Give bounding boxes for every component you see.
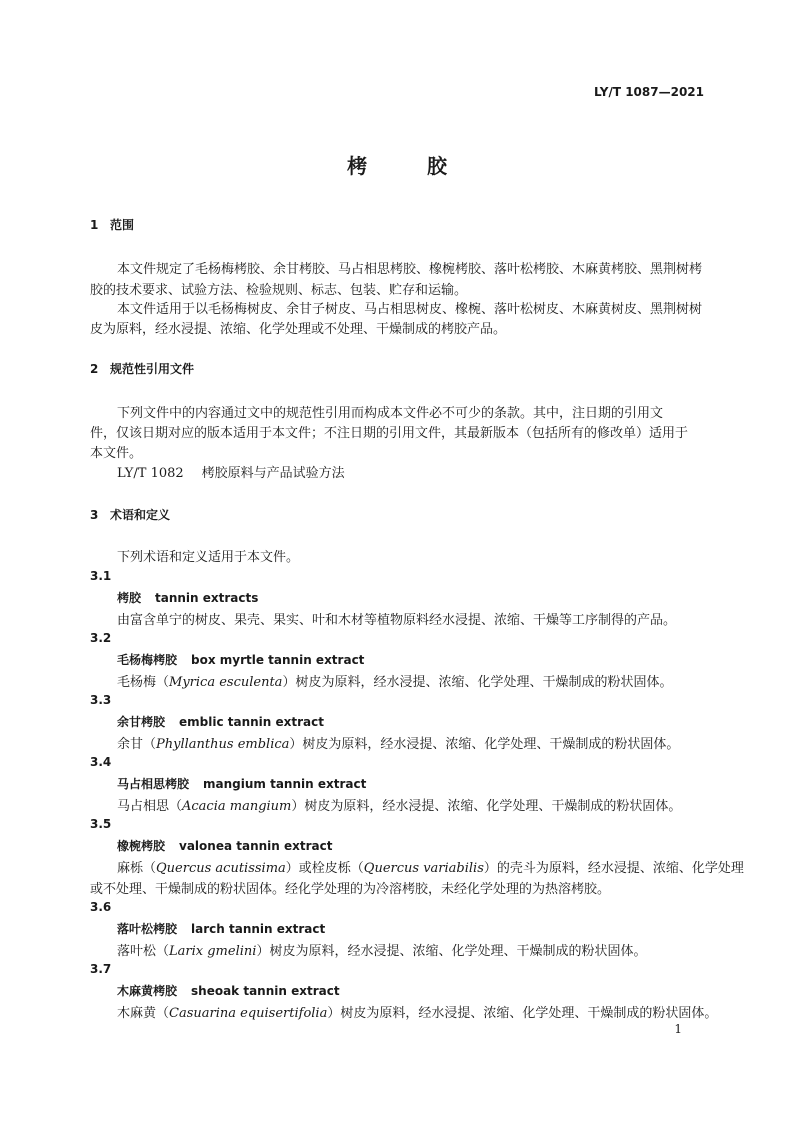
definition-text: ）或栓皮栎（ (285, 861, 364, 876)
term-title (117, 713, 324, 730)
term-en: sheoak tannin extract (191, 984, 340, 998)
section-1-line-4: 皮为原料，经水浸提、浓缩、化学处理或不处理、干燥制成的栲胶产品。 (90, 322, 507, 337)
latin-name: Acacia mangium (182, 799, 292, 814)
term-en: box myrtle tannin extract (191, 653, 365, 667)
definition-text: ）树皮为原料，经水浸提、浓缩、化学处理、干燥制成的粉状固体。 (291, 799, 682, 814)
term-number: 3.6 (90, 900, 112, 914)
reference-code: LY/T 1082 (117, 466, 184, 481)
term-cn: 马占相思栲胶 (117, 777, 190, 791)
definition-text: 落叶松（ (117, 944, 170, 959)
term-cn: 落叶松栲胶 (117, 922, 178, 936)
section-1-line-2: 胶的技术要求、试验方法、检验规则、标志、包装、贮存和运输。 (90, 283, 468, 298)
latin-name: Phyllanthus emblica (156, 737, 290, 752)
term-cn: 栲胶 (117, 591, 142, 605)
section-2-line-3: 本文件。 (90, 446, 143, 461)
term-en: larch tannin extract (191, 922, 326, 936)
definition-text: 余甘（ (117, 737, 157, 752)
term-cn: 橡椀栲胶 (117, 839, 166, 853)
term-number: 3.2 (90, 631, 112, 645)
section-2-heading (90, 360, 194, 377)
section-2-line-1: 下列文件中的内容通过文中的规范性引用而构成本文件必不可少的条款。其中，注日期的引用文 (117, 406, 664, 421)
definition-text: 麻栎（ (117, 861, 157, 876)
latin-name: Myrica esculenta (169, 675, 283, 690)
term-number: 3.4 (90, 755, 112, 769)
definition-text: ）的壳斗为原料，经水浸提、浓缩、化学处理 (483, 861, 744, 876)
definition-text: 毛杨梅（ (117, 675, 170, 690)
latin-name: Larix gmelini (169, 944, 257, 959)
section-number: 3 (90, 508, 99, 522)
term-cn: 余甘栲胶 (117, 715, 166, 729)
term-number: 3.1 (90, 569, 112, 583)
term-title (117, 589, 258, 606)
term-definition (117, 795, 681, 814)
term-definition-cont: 或不处理、干燥制成的粉状固体。经化学处理的为冷溶栲胶，未经化学处理的为热溶栲胶。 (90, 882, 611, 897)
term-title (117, 982, 340, 999)
term-number: 3.3 (90, 693, 112, 707)
term-definition: 由富含单宁的树皮、果壳、果实、叶和木材等植物原料经水浸提、浓缩、干燥等工序制得的产品。 (117, 613, 677, 628)
term-cn: 木麻黄栲胶 (117, 984, 178, 998)
page-title: 栲胶 (347, 154, 507, 178)
term-definition (117, 940, 646, 959)
term-number: 3.7 (90, 962, 112, 976)
term-en: mangium tannin extract (203, 777, 367, 791)
section-number: 1 (90, 218, 99, 232)
page-number: 1 (674, 1022, 682, 1036)
section-number: 2 (90, 362, 99, 376)
section-2-line-2: 件，仅该日期对应的版本适用于本文件；不注日期的引用文件，其最新版本（包括所有的修改单）适用于 (90, 426, 689, 441)
term-cn: 毛杨梅栲胶 (117, 653, 178, 667)
term-title (117, 920, 325, 937)
term-definition (117, 733, 679, 752)
definition-text: ）树皮为原料，经水浸提、浓缩、化学处理、干燥制成的粉状固体。 (256, 944, 647, 959)
section-3-intro: 下列术语和定义适用于本文件。 (117, 550, 300, 565)
latin-name: Quercus variabilis (363, 861, 484, 876)
section-title: 范围 (110, 218, 135, 232)
term-title (117, 651, 364, 668)
term-en: tannin extracts (155, 591, 259, 605)
latin-name: Casuarina equisertifolia (169, 1006, 328, 1021)
definition-text: 木麻黄（ (117, 1006, 170, 1021)
section-3-heading (90, 506, 170, 523)
term-definition (117, 671, 672, 690)
definition-text: ）树皮为原料，经水浸提、浓缩、化学处理、干燥制成的粉状固体。 (327, 1006, 718, 1021)
term-title (117, 837, 332, 854)
section-1-line-1: 本文件规定了毛杨梅栲胶、余甘栲胶、马占相思栲胶、橡椀栲胶、落叶松栲胶、木麻黄栲胶、黑荆树栲 (117, 262, 703, 277)
reference-title: 栲胶原料与产品试验方法 (201, 466, 345, 481)
term-number: 3.5 (90, 817, 112, 831)
latin-name: Quercus acutissima (156, 861, 286, 876)
normative-reference (117, 462, 345, 481)
definition-text: 马占相思（ (117, 799, 183, 814)
standard-code: LY/T 1087—2021 (593, 85, 704, 99)
term-title (117, 775, 366, 792)
section-1-line-3: 本文件适用于以毛杨梅树皮、余甘子树皮、马占相思树皮、橡椀、落叶松树皮、木麻黄树皮、黑荆树树 (117, 302, 703, 317)
section-title: 术语和定义 (110, 508, 171, 522)
section-title: 规范性引用文件 (110, 362, 195, 376)
section-1-heading (90, 216, 134, 233)
term-en: emblic tannin extract (179, 715, 324, 729)
term-en: valonea tannin extract (179, 839, 333, 853)
definition-text: ）树皮为原料，经水浸提、浓缩、化学处理、干燥制成的粉状固体。 (289, 737, 680, 752)
term-definition (117, 1002, 717, 1021)
term-definition (117, 857, 744, 876)
definition-text: ）树皮为原料，经水浸提、浓缩、化学处理、干燥制成的粉状固体。 (282, 675, 673, 690)
